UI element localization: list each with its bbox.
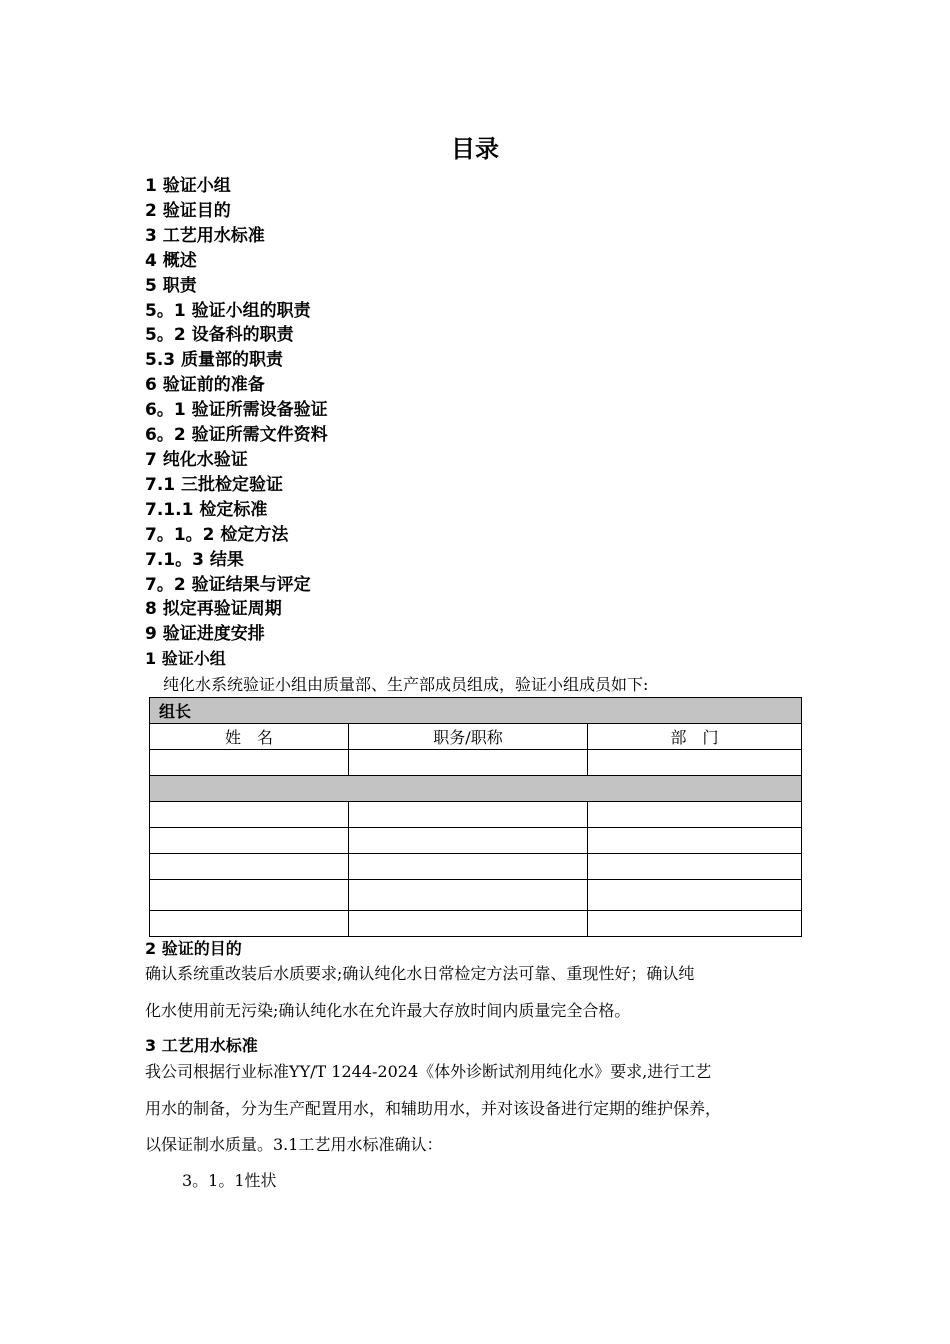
table-cell[interactable]: [150, 854, 349, 880]
table-header-row: [150, 724, 802, 750]
table-of-contents: [145, 174, 328, 647]
table-cell[interactable]: [150, 802, 349, 828]
table-cell[interactable]: [150, 911, 349, 937]
paragraph-line: 我公司根据行业标准YY/T 1244-2024《体外诊断试剂用纯化水》要求,进行工艺: [145, 1062, 712, 1081]
paragraph-line: 以保证制水质量。3.1工艺用水标准确认：: [145, 1135, 443, 1154]
table-row: [150, 750, 802, 776]
column-header-department: 部 门: [588, 724, 802, 750]
toc-item[interactable]: 7。1。2 检定方法: [145, 524, 289, 545]
paragraph-line: 用水的制备，分为生产配置用水，和辅助用水，并对该设备进行定期的维护保养，: [145, 1098, 722, 1118]
toc-item[interactable]: 6。1 验证所需设备验证: [145, 400, 328, 421]
toc-item[interactable]: 7 纯化水验证: [145, 449, 248, 470]
table-cell[interactable]: [349, 911, 588, 937]
toc-item[interactable]: 5.3 质量部的职责: [145, 350, 284, 371]
section-1-heading: 1 验证小组: [145, 649, 226, 668]
toc-item[interactable]: 7。2 验证结果与评定: [145, 574, 311, 595]
table-cell[interactable]: [349, 750, 588, 776]
column-header-title: 职务/职称: [349, 724, 588, 750]
table-cell[interactable]: [588, 854, 802, 880]
toc-item[interactable]: 5。2 设备科的职责: [145, 325, 294, 346]
table-cell[interactable]: [588, 911, 802, 937]
toc-item[interactable]: 8 拟定再验证周期: [145, 599, 282, 620]
member-separator-row: [150, 776, 802, 802]
subsection-heading: 3。1。1性状: [182, 1171, 277, 1190]
team-member-table: [149, 697, 802, 937]
toc-item[interactable]: 7.1 三批检定验证: [145, 474, 284, 495]
table-row: [150, 911, 802, 937]
table-cell[interactable]: [150, 750, 349, 776]
toc-item[interactable]: 4 概述: [145, 250, 197, 271]
toc-item[interactable]: 5。1 验证小组的职责: [145, 300, 311, 321]
table-cell[interactable]: [150, 880, 349, 911]
table-cell[interactable]: [150, 828, 349, 854]
table-row: [150, 880, 802, 911]
table-cell: [150, 776, 802, 802]
toc-item[interactable]: 1 验证小组: [145, 176, 231, 196]
leader-label: 组长: [150, 698, 802, 724]
table-cell[interactable]: [349, 854, 588, 880]
table-cell[interactable]: [588, 802, 802, 828]
table-cell[interactable]: [349, 802, 588, 828]
section-2-heading: 2 验证的目的: [145, 939, 242, 958]
toc-item[interactable]: 2 验证目的: [145, 200, 231, 221]
table-cell[interactable]: [588, 828, 802, 854]
toc-item[interactable]: 6。2 验证所需文件资料: [145, 425, 328, 446]
section-3-heading: 3 工艺用水标准: [145, 1036, 258, 1055]
leader-row: [150, 698, 802, 724]
toc-item[interactable]: 9 验证进度安排: [145, 624, 265, 645]
table-row: [150, 828, 802, 854]
paragraph-line: 化水使用前无污染;确认纯化水在允许最大存放时间内质量完全合格。: [145, 1000, 631, 1020]
table-cell[interactable]: [588, 880, 802, 911]
table-row: [150, 802, 802, 828]
toc-item[interactable]: 5 职责: [145, 275, 197, 296]
section-2-paragraph: [145, 956, 810, 1029]
toc-item[interactable]: 6 验证前的准备: [145, 375, 265, 396]
column-header-name: 姓 名: [150, 724, 349, 750]
page-title: 目录: [451, 135, 499, 163]
toc-item[interactable]: 7.1.1 检定标准: [145, 499, 268, 520]
table-cell[interactable]: [588, 750, 802, 776]
paragraph-line: 确认系统重改装后水质要求;确认纯化水日常检定方法可靠、重现性好；确认纯: [145, 964, 695, 983]
toc-item[interactable]: 7.1。3 结果: [145, 549, 244, 570]
toc-item[interactable]: 3 工艺用水标准: [145, 225, 265, 246]
section-3-paragraph: [145, 1054, 810, 1164]
section-1-intro: 纯化水系统验证小组由质量部、生产部成员组成，验证小组成员如下:: [163, 675, 649, 694]
table-cell[interactable]: [349, 828, 588, 854]
table-row: [150, 854, 802, 880]
table-cell[interactable]: [349, 880, 588, 911]
